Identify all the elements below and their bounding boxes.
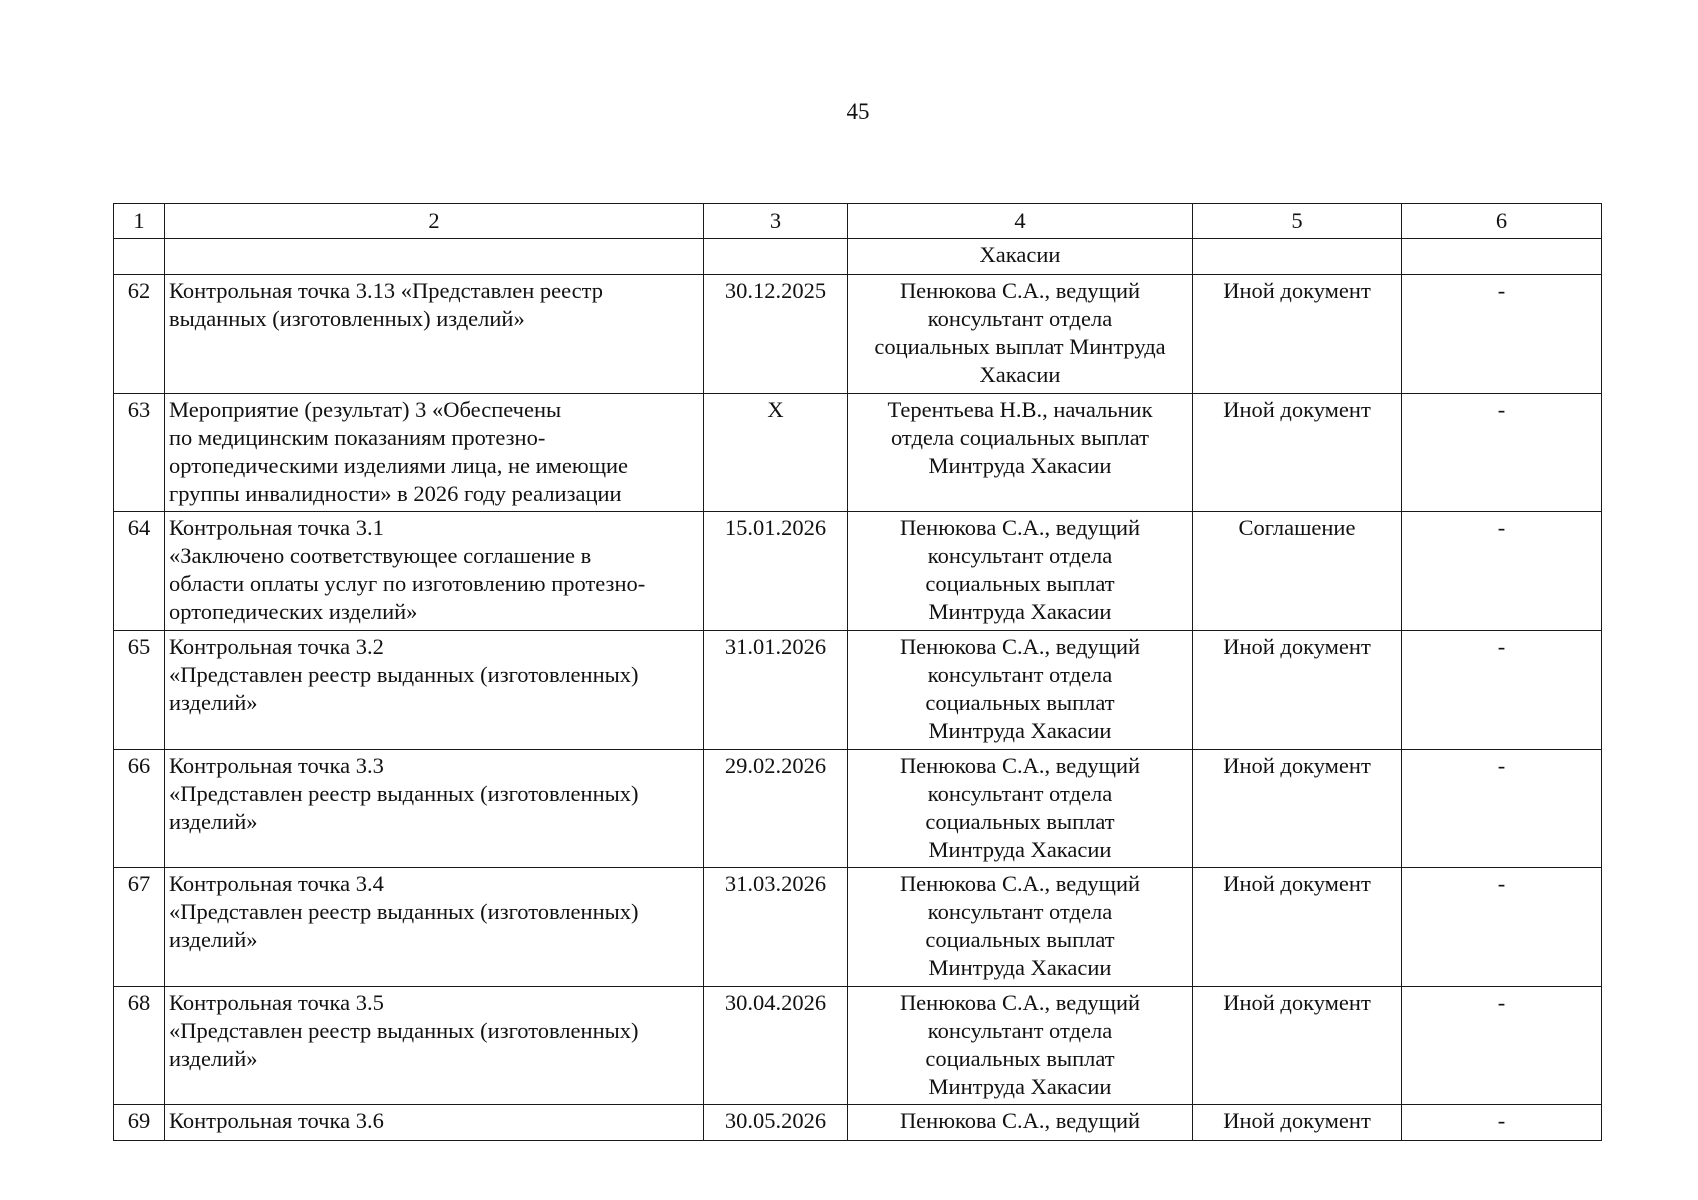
cell-date: 31.01.2026 — [704, 630, 848, 749]
cell-executor: Пенюкова С.А., ведущий консультант отдела социальных выплат Минтруда Хакасии — [848, 274, 1193, 393]
cell-note: - — [1402, 868, 1602, 987]
cell-date: 30.05.2026 — [704, 1105, 848, 1141]
cell-note: - — [1402, 1105, 1602, 1141]
table-row — [114, 868, 1602, 987]
cell-executor: Хакасии — [848, 239, 1193, 274]
table-row — [114, 512, 1602, 631]
cell-num: 65 — [114, 630, 165, 749]
cell-event: Контрольная точка 3.13 «Представлен реестр выданных (изготовленных) изделий» — [165, 274, 704, 393]
column-number-3: 3 — [704, 204, 848, 239]
cell-doc-type: Иной документ — [1193, 749, 1402, 868]
cell-event: Контрольная точка 3.5 «Представлен реестр выданных (изготовленных) изделий» — [165, 986, 704, 1105]
cell-date: 30.12.2025 — [704, 274, 848, 393]
cell-num: 69 — [114, 1105, 165, 1141]
table-row — [114, 393, 1602, 512]
cell-executor: Пенюкова С.А., ведущий консультант отдела социальных выплат Минтруда Хакасии — [848, 749, 1193, 868]
column-number-4: 4 — [848, 204, 1193, 239]
table-row — [114, 274, 1602, 393]
cell-note — [1402, 239, 1602, 274]
column-number-2: 2 — [165, 204, 704, 239]
cell-date: X — [704, 393, 848, 512]
cell-event: Контрольная точка 3.1 «Заключено соответствующее соглашение в области оплаты услуг по изготовлению протезно- ортопедических изделий» — [165, 512, 704, 631]
cell-doc-type: Иной документ — [1193, 274, 1402, 393]
column-number-1: 1 — [114, 204, 165, 239]
control-points-table — [113, 203, 1602, 1141]
cell-note: - — [1402, 986, 1602, 1105]
cell-executor: Пенюкова С.А., ведущий консультант отдела социальных выплат Минтруда Хакасии — [848, 630, 1193, 749]
cell-event: Мероприятие (результат) 3 «Обеспечены по медицинским показаниям протезно- ортопедическими изделиями лица, не имеющие группы инвалидности» в 2026 году реализации — [165, 393, 704, 512]
cell-date: 15.01.2026 — [704, 512, 848, 631]
cell-doc-type: Иной документ — [1193, 868, 1402, 987]
cell-doc-type: Иной документ — [1193, 630, 1402, 749]
table-row — [114, 749, 1602, 868]
table-row — [114, 1105, 1602, 1141]
cell-date: 29.02.2026 — [704, 749, 848, 868]
cell-event: Контрольная точка 3.3 «Представлен реестр выданных (изготовленных) изделий» — [165, 749, 704, 868]
cell-event: Контрольная точка 3.6 — [165, 1105, 704, 1141]
column-number-5: 5 — [1193, 204, 1402, 239]
cell-num — [114, 239, 165, 274]
cell-executor: Пенюкова С.А., ведущий консультант отдела социальных выплат Минтруда Хакасии — [848, 986, 1193, 1105]
cell-num: 63 — [114, 393, 165, 512]
cell-note: - — [1402, 749, 1602, 868]
cell-event: Контрольная точка 3.4 «Представлен реестр выданных (изготовленных) изделий» — [165, 868, 704, 987]
page-number: 45 — [846, 99, 870, 124]
cell-event — [165, 239, 704, 274]
cell-doc-type: Иной документ — [1193, 1105, 1402, 1141]
cell-doc-type: Иной документ — [1193, 986, 1402, 1105]
cell-event: Контрольная точка 3.2 «Представлен реестр выданных (изготовленных) изделий» — [165, 630, 704, 749]
cell-note: - — [1402, 393, 1602, 512]
continuation-row — [114, 239, 1602, 274]
cell-num: 66 — [114, 749, 165, 868]
cell-note: - — [1402, 274, 1602, 393]
cell-date — [704, 239, 848, 274]
cell-executor: Терентьева Н.В., начальник отдела социальных выплат Минтруда Хакасии — [848, 393, 1193, 512]
cell-num: 62 — [114, 274, 165, 393]
table-header-row — [114, 204, 1602, 239]
cell-executor: Пенюкова С.А., ведущий консультант отдела социальных выплат Минтруда Хакасии — [848, 868, 1193, 987]
cell-date: 30.04.2026 — [704, 986, 848, 1105]
cell-num: 64 — [114, 512, 165, 631]
cell-num: 68 — [114, 986, 165, 1105]
cell-doc-type: Иной документ — [1193, 393, 1402, 512]
cell-doc-type: Соглашение — [1193, 512, 1402, 631]
cell-num: 67 — [114, 868, 165, 987]
cell-date: 31.03.2026 — [704, 868, 848, 987]
cell-doc-type — [1193, 239, 1402, 274]
cell-note: - — [1402, 630, 1602, 749]
cell-executor: Пенюкова С.А., ведущий — [848, 1105, 1193, 1141]
table-row — [114, 630, 1602, 749]
cell-note: - — [1402, 512, 1602, 631]
cell-executor: Пенюкова С.А., ведущий консультант отдела социальных выплат Минтруда Хакасии — [848, 512, 1193, 631]
table-row — [114, 986, 1602, 1105]
column-number-6: 6 — [1402, 204, 1602, 239]
